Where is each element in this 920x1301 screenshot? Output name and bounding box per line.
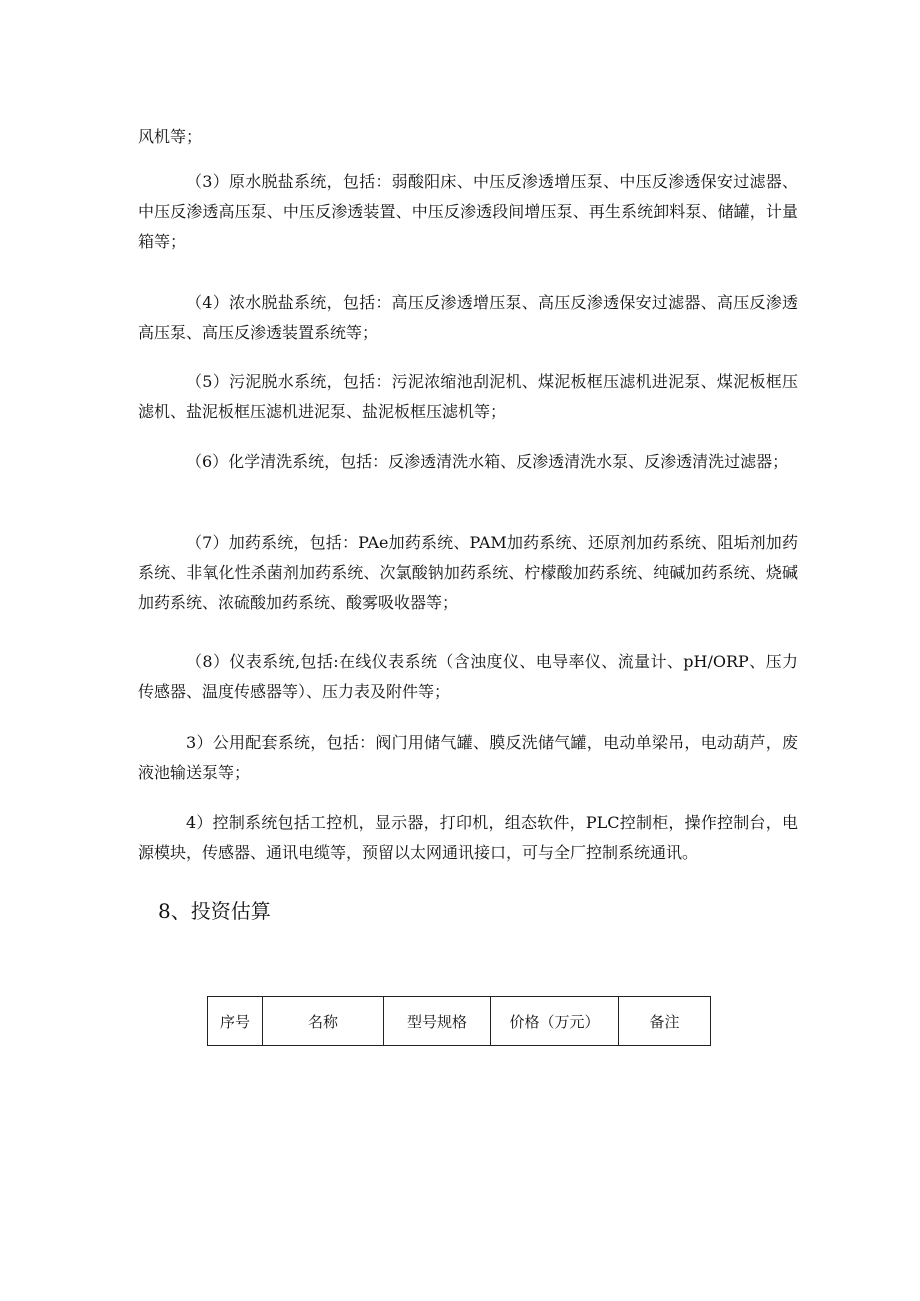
paragraph-chemical-cleaning: （6）化学清洗系统，包括：反渗透清洗水箱、反渗透清洗水泵、反渗透清洗过滤器；: [186, 452, 789, 471]
header-cell-price: 价格（万元）: [491, 997, 619, 1046]
paragraph-control-system: 4）控制系统包括工控机，显示器，打印机，组态软件，PLC控制柜，操作控制台，电源模块，传感器、通讯电缆等，预留以太网通讯接口，可与全厂控制系统通讯。: [138, 813, 798, 862]
header-cell-index: 序号: [208, 997, 263, 1046]
paragraph-utility-system: 3）公用配套系统，包括：阀门用储气罐、膜反洗储气罐，电动单梁吊，电动葫芦，废液池输送泵等；: [138, 733, 798, 782]
investment-table: [207, 996, 711, 1046]
table-header-row: [208, 997, 711, 1046]
header-cell-name: 名称: [263, 997, 384, 1046]
paragraph-sludge-dewatering: （5）污泥脱水系统，包括：污泥浓缩池刮泥机、煤泥板框压滤机进泥泵、煤泥板框压滤机、盐泥板框压滤机进泥泵、盐泥板框压滤机等；: [138, 372, 798, 421]
header-cell-remark: 备注: [619, 997, 711, 1046]
paragraph-fan-continuation: 风机等；: [138, 127, 203, 146]
paragraph-concentrate-desalination: （4）浓水脱盐系统，包括：高压反渗透增压泵、高压反渗透保安过滤器、高压反渗透高压泵、高压反渗透装置系统等；: [138, 293, 798, 342]
header-cell-spec: 型号规格: [384, 997, 491, 1046]
paragraph-instrument-system: （8）仪表系统,包括:在线仪表系统（含浊度仪、电导率仪、流量计、pH/ORP、压力传感器、温度传感器等）、压力表及附件等；: [138, 652, 798, 701]
paragraph-dosing-system: （7）加药系统，包括：PAe加药系统、PAM加药系统、还原剂加药系统、阻垢剂加药系统、非氧化性杀菌剂加药系统、次氯酸钠加药系统、柠檬酸加药系统、纯碱加药系统、烧碱加药系统、浓硫酸加药系统、酸雾吸收器等；: [138, 533, 798, 612]
paragraph-raw-water-desalination: （3）原水脱盐系统，包括：弱酸阳床、中压反渗透增压泵、中压反渗透保安过滤器、中压反渗透高压泵、中压反渗透装置、中压反渗透段间增压泵、再生系统卸料泵、储罐，计量箱等；: [138, 172, 798, 251]
section-heading-investment: 8、投资估算: [158, 899, 271, 923]
